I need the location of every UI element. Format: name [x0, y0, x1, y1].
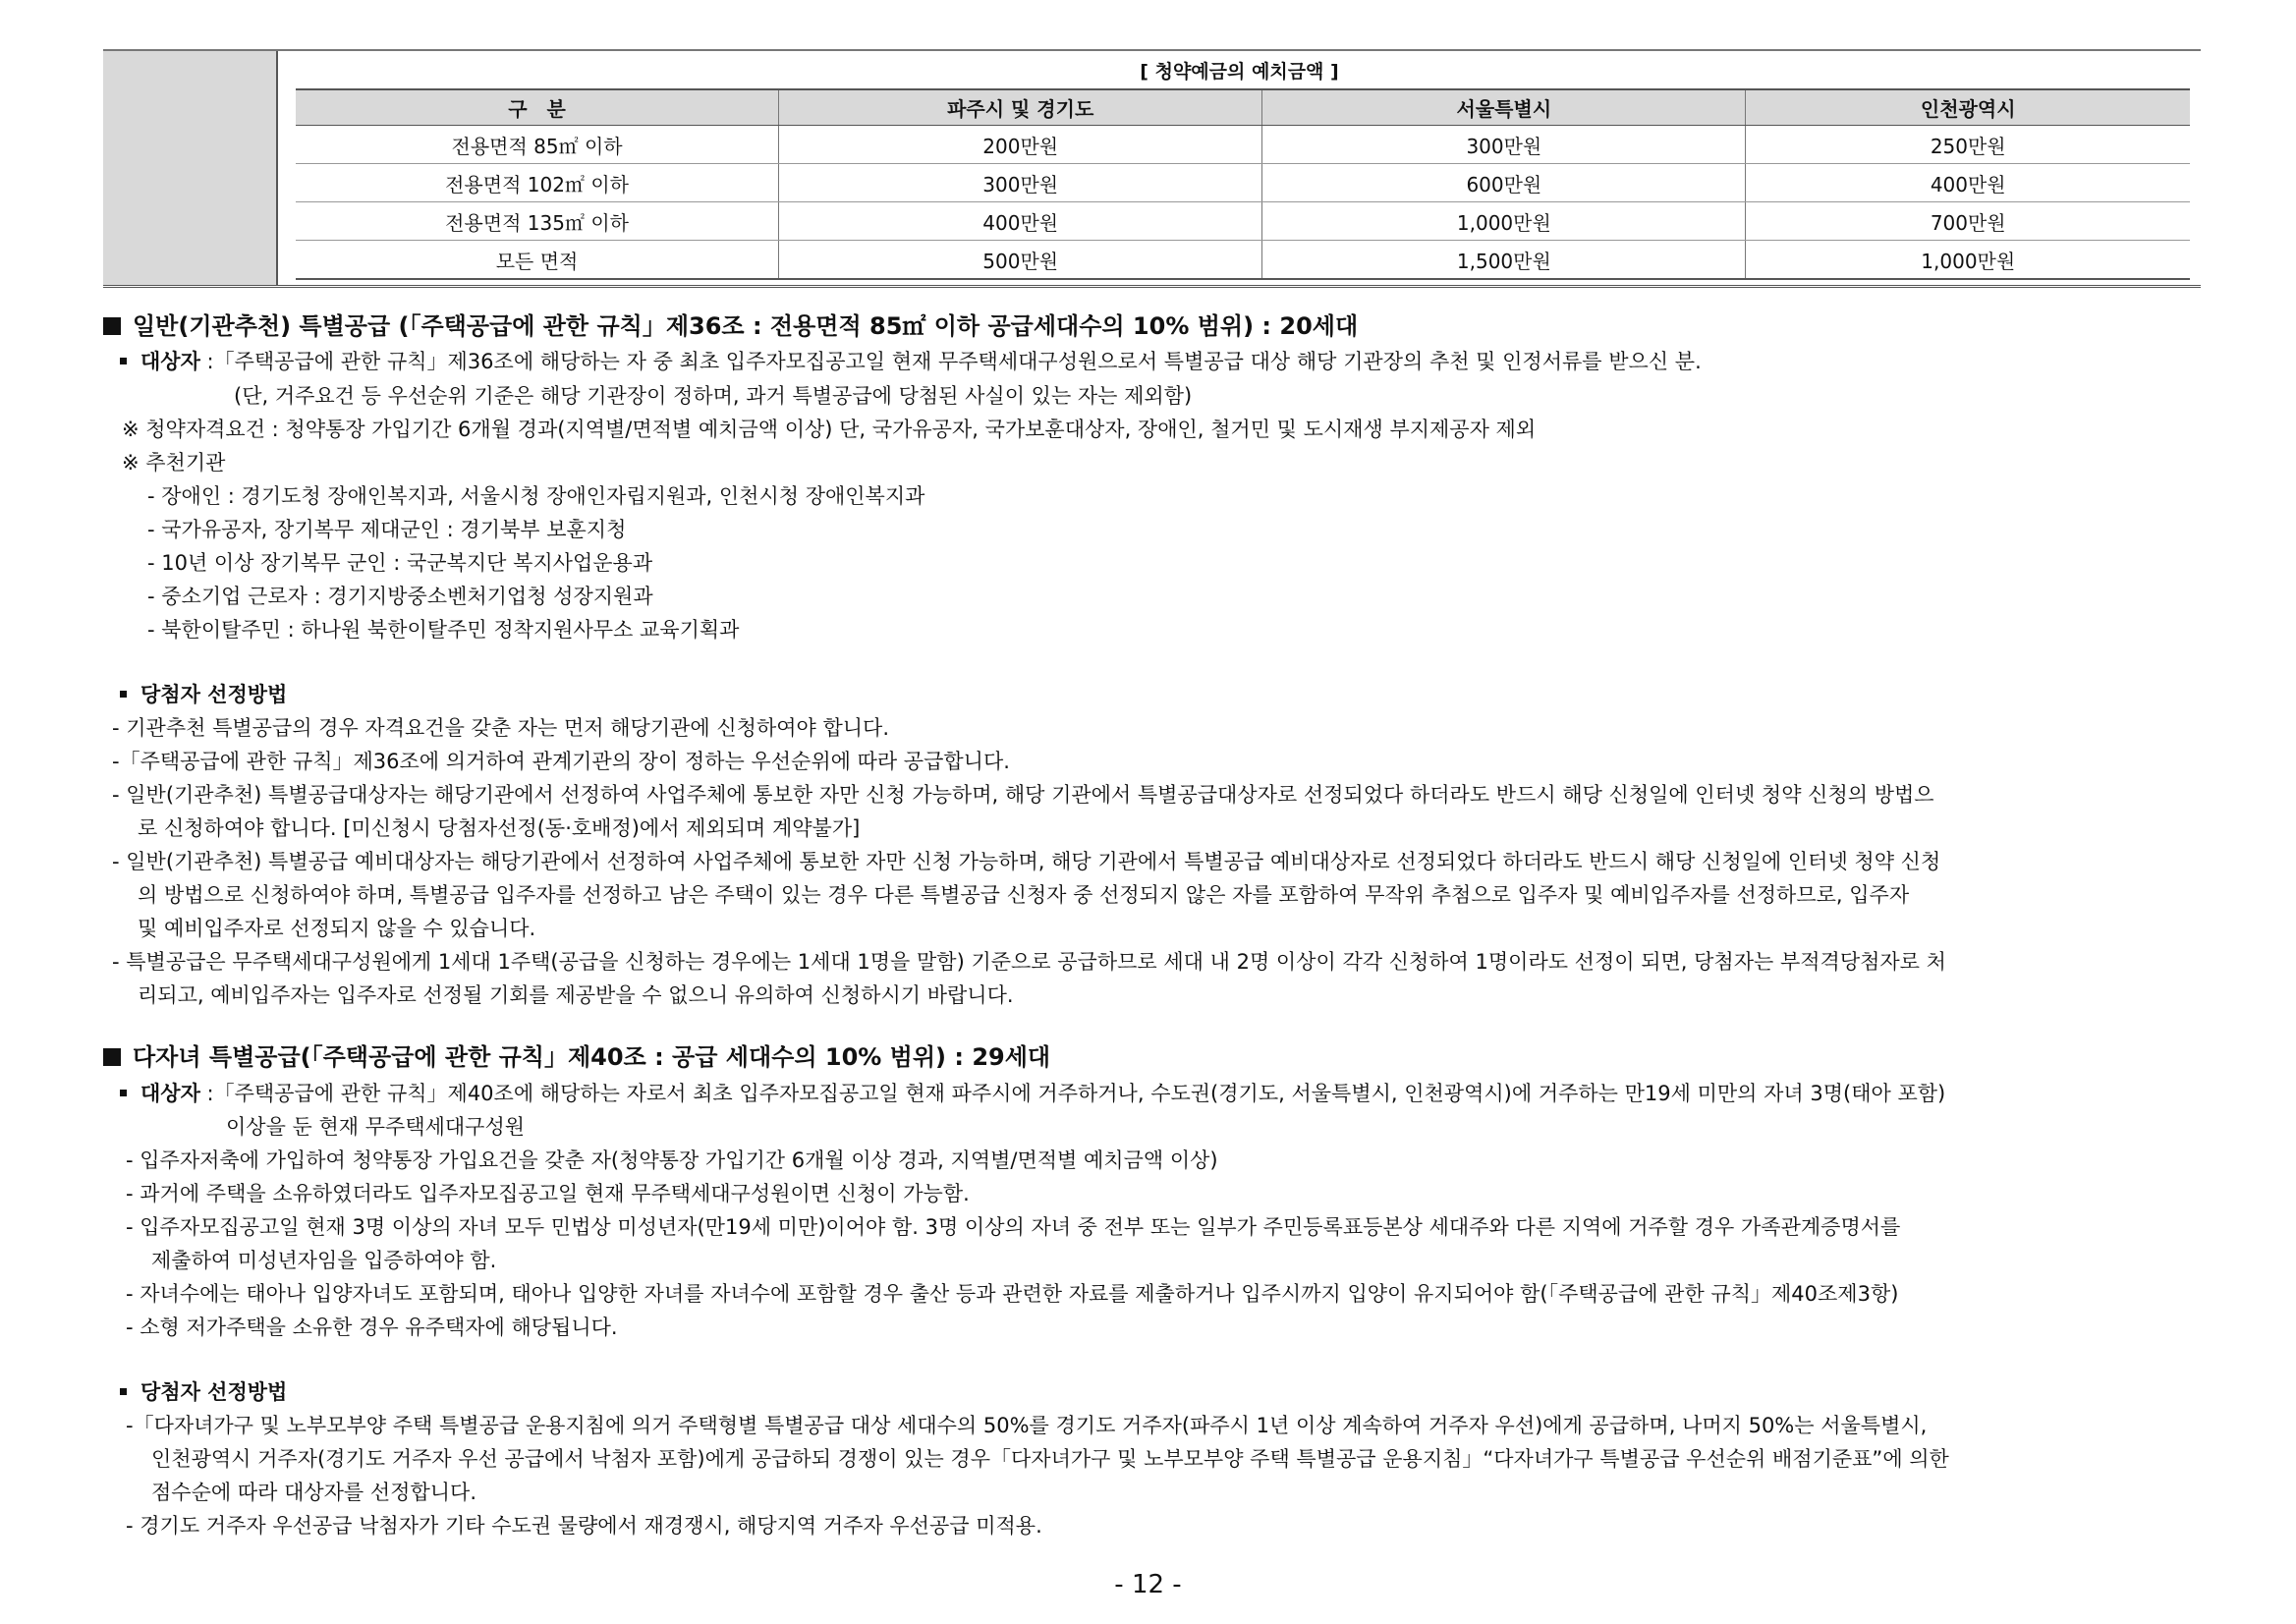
deposit-header-incheon: 인천광역시: [1746, 89, 2190, 126]
list-item: - 장애인 : 경기도청 장애인복지과, 서울시청 장애인자립지원과, 인천시청 장애인복지과: [147, 484, 925, 508]
list-item: - 소형 저가주택을 소유한 경우 유주택자에 해당됩니다.: [126, 1316, 618, 1339]
bullet-icon: [120, 358, 127, 364]
table-cell: 600만원: [1262, 164, 1746, 202]
section1-target: [120, 352, 1702, 372]
deposit-table-block: [103, 49, 2201, 288]
table-cell: 전용면적 102㎡ 이하: [296, 164, 779, 202]
square-bullet-icon: [103, 1048, 121, 1066]
section2-heading: 다자녀 특별공급(「주택공급에 관한 규칙」제40조 : 공급 세대수의 10% 범위) : 29세대: [103, 1045, 1050, 1069]
list-item: - 자녀수에는 태아나 입양자녀도 포함되며, 태아나 입양한 자녀를 자녀수에 포함할 경우 출산 등과 관련한 자료를 제출하거나 입주시까지 입양이 유지되어야 함(「주택공급에 관한 규칙」제40조제3항): [126, 1282, 1899, 1306]
table-cell: 전용면적 135㎡ 이하: [296, 202, 779, 241]
section1-agency-title: ※ 추천기관: [122, 451, 226, 475]
page-number: - 12 -: [1114, 1570, 1182, 1599]
table-cell: 1,000만원: [1262, 202, 1746, 241]
table-cell: 전용면적 85㎡ 이하: [296, 126, 779, 164]
list-item: 제출하여 미성년자임을 입증하여야 함.: [151, 1249, 497, 1272]
bullet-icon: [120, 1388, 127, 1395]
deposit-header-category: 구 분: [296, 89, 779, 126]
deposit-table: [296, 88, 2190, 280]
target-text: :「주택공급에 관한 규칙」제40조에 해당하는 자로서 최초 입주자모집공고일 현재 파주시에 거주하거나, 수도권(경기도, 서울특별시, 인천광역시)에 거주하는 만19세 미만의 자녀 3명(태아 포함): [199, 1082, 1946, 1105]
list-item: - 경기도 거주자 우선공급 낙첨자가 기타 수도권 물량에서 재경쟁시, 해당지역 거주자 우선공급 미적용.: [126, 1514, 1042, 1538]
deposit-table-title: [ 청약예금의 예치금액 ]: [1140, 61, 1339, 83]
section1-selection-title: 당첨자 선정방법: [120, 685, 287, 705]
bullet-icon: [120, 691, 127, 698]
deposit-table-header-row: [296, 89, 2190, 126]
table-cell: 300만원: [779, 164, 1262, 202]
table-cell: 250만원: [1746, 126, 2190, 164]
target-label: 대상자: [140, 350, 200, 373]
list-item: - 북한이탈주민 : 하나원 북한이탈주민 정착지원사무소 교육기획과: [147, 618, 740, 642]
table-cell: 400만원: [1746, 164, 2190, 202]
table-cell: 모든 면적: [296, 241, 779, 280]
list-item: -「주택공급에 관한 규칙」제36조에 의거하여 관계기관의 장이 정하는 우선순위에 따라 공급합니다.: [112, 750, 1010, 773]
section1-heading: 일반(기관추천) 특별공급 (「주택공급에 관한 규칙」제36조 : 전용면적 85㎡ 이하 공급세대수의 10% 범위) : 20세대: [103, 314, 1358, 338]
target-text: :「주택공급에 관한 규칙」제36조에 해당하는 자 중 최초 입주자모집공고일 현재 무주택세대구성원으로서 특별공급 대상 해당 기관장의 추천 및 인정서류를 받으신 분.: [199, 350, 1702, 373]
table-row: [296, 126, 2190, 164]
table-row: [296, 164, 2190, 202]
list-item: 의 방법으로 신청하여야 하며, 특별공급 입주자를 선정하고 남은 주택이 있는 경우 다른 특별공급 신청자 중 선정되지 않은 자를 포함하여 무작위 추첨으로 입주자 및 예비입주자를 선정하므로, 입주자: [138, 883, 1910, 907]
list-item: - 입주자저축에 가입하여 청약통장 가입요건을 갖춘 자(청약통장 가입기간 6개월 이상 경과, 지역별/면적별 예치금액 이상): [126, 1148, 1218, 1172]
list-item: - 국가유공자, 장기복무 제대군인 : 경기북부 보훈지청: [147, 518, 627, 541]
table-cell: 1,000만원: [1746, 241, 2190, 280]
table-cell: 400만원: [779, 202, 1262, 241]
list-item: 로 신청하여야 합니다. [미신청시 당첨자선정(동·호배정)에서 제외되며 계약불가]: [138, 816, 861, 840]
deposit-side-cell: [103, 51, 278, 285]
table-cell: 500만원: [779, 241, 1262, 280]
list-item: - 중소기업 근로자 : 경기지방중소벤처기업청 성장지원과: [147, 585, 653, 608]
list-item: - 10년 이상 장기복무 군인 : 국군복지단 복지사업운용과: [147, 551, 653, 575]
square-bullet-icon: [103, 317, 121, 335]
table-cell: 200만원: [779, 126, 1262, 164]
target-label: 대상자: [140, 1082, 200, 1105]
table-cell: 700만원: [1746, 202, 2190, 241]
bullet-icon: [120, 1090, 127, 1096]
section2-target: [120, 1084, 1945, 1104]
list-item: - 특별공급은 무주택세대구성원에게 1세대 1주택(공급을 신청하는 경우에는 1세대 1명을 말함) 기준으로 공급하므로 세대 내 2명 이상이 각각 신청하여 1명이라도 선정이 되면, 당첨자는 부적격당첨자로 처: [112, 950, 1946, 974]
list-item: - 기관추천 특별공급의 경우 자격요건을 갖춘 자는 먼저 해당기관에 신청하여야 합니다.: [112, 716, 890, 740]
list-item: 및 예비입주자로 선정되지 않을 수 있습니다.: [138, 917, 536, 940]
section1-target-note: (단, 거주요건 등 우선순위 기준은 해당 기관장이 정하며, 과거 특별공급에 당첨된 사실이 있는 자는 제외함): [234, 384, 1193, 408]
table-row: [296, 202, 2190, 241]
section2-target-note: 이상을 둔 현재 무주택세대구성원: [226, 1115, 526, 1139]
list-item: - 과거에 주택을 소유하였더라도 입주자모집공고일 현재 무주택세대구성원이면 신청이 가능함.: [126, 1182, 970, 1205]
deposit-header-seoul: 서울특별시: [1262, 89, 1746, 126]
list-item: 인천광역시 거주자(경기도 거주자 우선 공급에서 낙첨자 포함)에게 공급하되 경쟁이 있는 경우「다자녀가구 및 노부모부양 주택 특별공급 운용지침」“다자녀가구 특별공급 우선순위 배점기준표”에 의한: [151, 1447, 1949, 1471]
deposit-header-paju: 파주시 및 경기도: [779, 89, 1262, 126]
list-item: - 일반(기관추천) 특별공급 예비대상자는 해당기관에서 선정하여 사업주체에 통보한 자만 신청 가능하며, 해당 기관에서 특별공급 예비대상자로 선정되었다 하더라도 반드시 해당 신청일에 인터넷 청약 신청: [112, 850, 1941, 873]
section1-requirement: ※ 청약자격요건 : 청약통장 가입기간 6개월 경과(지역별/면적별 예치금액 이상) 단, 국가유공자, 국가보훈대상자, 장애인, 철거민 및 도시재생 부지제공자 제외: [122, 418, 1537, 441]
list-item: -「다자녀가구 및 노부모부양 주택 특별공급 운용지침에 의거 주택형별 특별공급 대상 세대수의 50%를 경기도 거주자(파주시 1년 이상 계속하여 거주자 우선)에게 공급하며, 나머지 50%는 서울특별시,: [126, 1414, 1928, 1437]
table-row: [296, 241, 2190, 280]
list-item: 리되고, 예비입주자는 입주자로 선정될 기회를 제공받을 수 없으니 유의하여 신청하시기 바랍니다.: [138, 983, 1014, 1007]
table-cell: 300만원: [1262, 126, 1746, 164]
list-item: - 입주자모집공고일 현재 3명 이상의 자녀 모두 민법상 미성년자(만19세 미만)이어야 함. 3명 이상의 자녀 중 전부 또는 일부가 주민등록표등본상 세대주와 다른 지역에 거주할 경우 가족관계증명서를: [126, 1215, 1901, 1239]
list-item: - 일반(기관추천) 특별공급대상자는 해당기관에서 선정하여 사업주체에 통보한 자만 신청 가능하며, 해당 기관에서 특별공급대상자로 선정되었다 하더라도 반드시 해당 신청일에 인터넷 청약 신청의 방법으: [112, 783, 1934, 807]
section2-selection-title: 당첨자 선정방법: [120, 1382, 287, 1403]
list-item: 점수순에 따라 대상자를 선정합니다.: [151, 1481, 476, 1504]
table-cell: 1,500만원: [1262, 241, 1746, 280]
